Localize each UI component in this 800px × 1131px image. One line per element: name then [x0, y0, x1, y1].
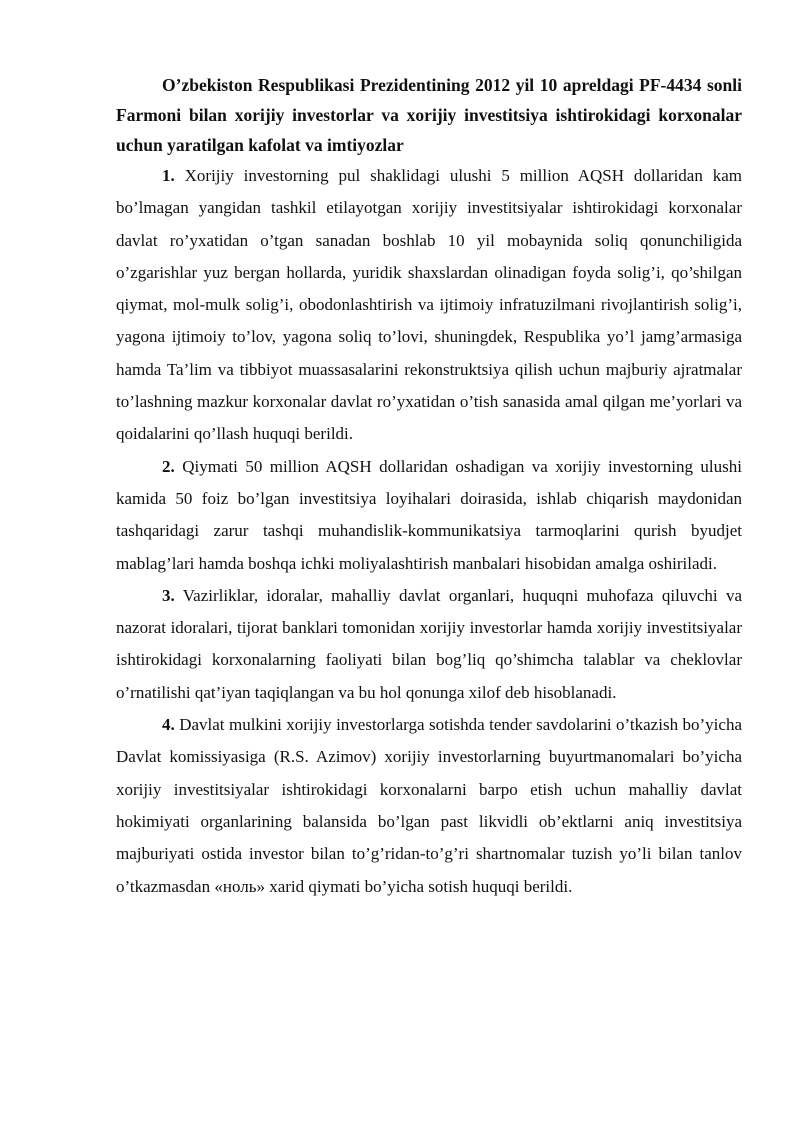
paragraph-text: Xorijiy investorning pul shaklidagi ulushi 5 million AQSH dollaridan kam bo’lmagan yangidan tashkil etilayotgan xorijiy investitsiyalar ishtirokidagi korxonalar davlat ro’yxatidan o’tgan sanadan boshlab 10 yil mobaynida soliq qonunchiligida o’zgarishlar yuz bergan hollarda, yuridik shaxslardan olinadigan foyda solig’i, qo’shilgan qiymat, mol-mulk solig’i, obodonlashtirish va ijtimoiy infratuzilmani rivojlantirish solig’i, yagona ijtimoiy to’lov, yagona soliq to’lovi, shuningdek, Respublika yo’l jamg’armasiga hamda Ta’lim va tibbiyot muassasalarini rekonstruktsiya qilish uchun majburiy ajratmalar to’lashning mazkur korxonalar davlat ro’yxatidan o’tish sanasida amal qilgan me’yorlari va qoidalarini qo’llash huquqi berildi. [116, 166, 742, 444]
paragraph-2 [116, 451, 742, 580]
paragraph-number: 1. [162, 166, 175, 185]
paragraph-number: 2. [162, 456, 175, 476]
paragraph-text: Qiymati 50 million AQSH dollaridan oshadigan va xorijiy investorning ulushi kamida 50 foiz bo’lgan investitsiya loyihalari doirasida, ishlab chiqarish maydonidan tashqaridagi zarur tashqi muhandislik-kommunikatsiya tarmoqlarini qurish byudjet mablag’lari hamda boshqa ichki moliyalashtirish manbalari hisobidan amalga oshiriladi. [116, 456, 742, 573]
paragraph-number: 3. [162, 585, 175, 605]
document-heading: O’zbekiston Respublikasi Prezidentining 2012 yil 10 apreldagi PF-4434 sonli Farmoni bilan xorijiy investorlar va xorijiy investitsiya ishtirokidagi korxonalar uchun yaratilgan kafolat va imtiyozlar [116, 75, 742, 155]
paragraph-3 [116, 580, 742, 709]
paragraph-text: Vazirliklar, idoralar, mahalliy davlat organlari, huquqni muhofaza qiluvchi va nazorat idoralari, tijorat banklari tomonidan xorijiy investorlar hamda xorijiy investitsiyalar ishtirokidagi korxonalarning faoliyati bilan bog’liq qo’shimcha talablar va cheklovlar o’rnatilishi qat’iyan taqiqlangan va bu hol qonunga xilof deb hisoblanadi. [116, 585, 742, 702]
document-page [116, 70, 742, 903]
paragraph-1 [116, 160, 742, 451]
paragraph-number: 4. [162, 715, 175, 735]
paragraph-text: Davlat mulkini xorijiy investorlarga sotishda tender savdolarini o’tkazish bo’yicha Davlat komissiyasiga (R.S. Azimov) xorijiy investorlarning buyurtmanomalari bo’yicha xorijiy investitsiyalar ishtirokidagi korxonalarni barpo etish uchun mahalliy davlat hokimiyati organlarining balansida bo’lgan past likvidli ob’ektlarni aniq investitsiya majburiyati ostida investor bilan to’g’ridan-to’g’ri shartnomalar tuzish yo’li bilan tanlov o’tkazmasdan «ноль» xarid qiymati bo’yicha sotish huquqi berildi. [116, 715, 742, 896]
paragraph-4 [116, 709, 742, 903]
